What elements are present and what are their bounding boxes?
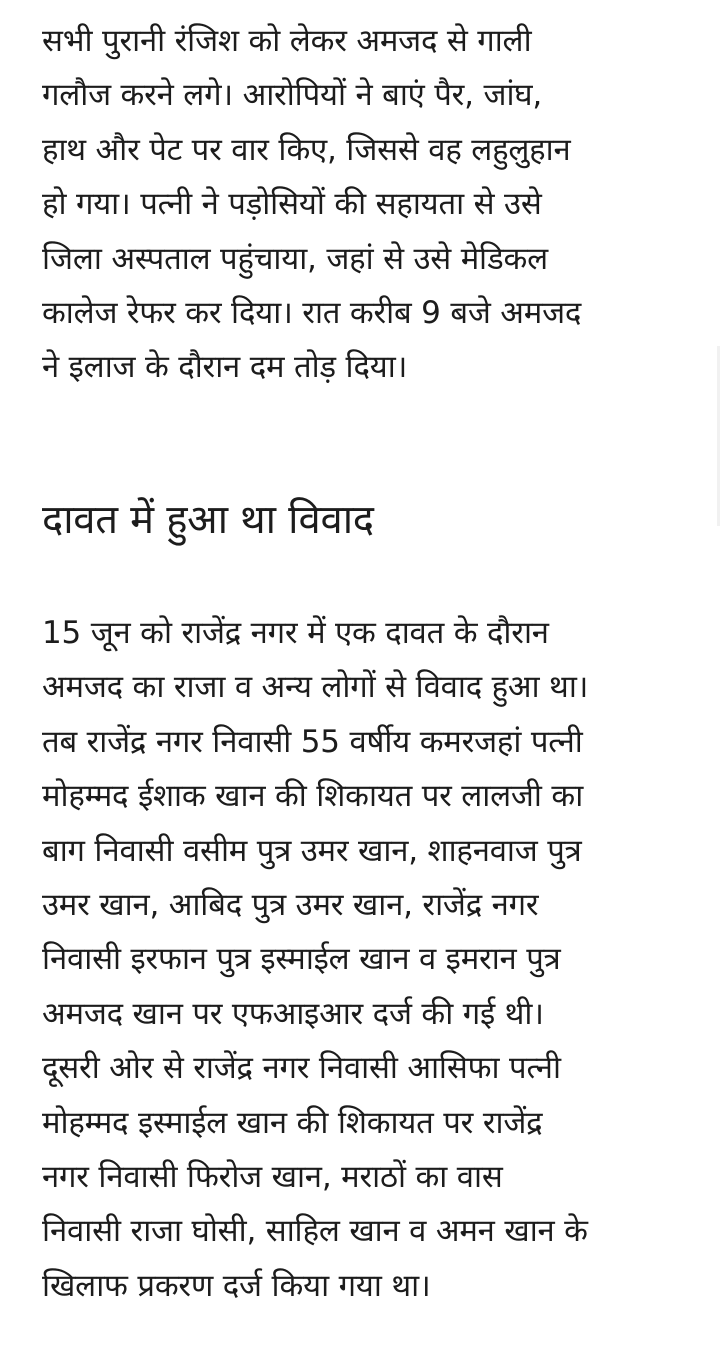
article-paragraph-2: [42, 606, 588, 1313]
paragraph-line: उमर खान, आबिद पुत्र उमर खान, राजेंद्र नगर: [42, 887, 539, 924]
section-heading: दावत में हुआ था विवाद: [42, 497, 374, 543]
paragraph-line: हाथ और पेट पर वार किए, जिससे वह लहुलुहान: [42, 131, 571, 168]
paragraph-line: नगर निवासी फिरोज खान, मराठों का वास: [42, 1159, 503, 1196]
paragraph-line: बाग निवासी वसीम पुत्र उमर खान, शाहनवाज पुत्र: [42, 832, 582, 869]
paragraph-line: तब राजेंद्र नगर निवासी 55 वर्षीय कमरजहां पत्नी: [42, 723, 583, 760]
paragraph-line: गलौज करने लगे। आरोपियों ने बाएं पैर, जांघ,: [42, 77, 543, 114]
paragraph-line: हो गया। पत्नी ने पड़ोसियों की सहायता से उसे: [42, 186, 542, 223]
paragraph-line: खिलाफ प्रकरण दर्ज किया गया था।: [42, 1267, 431, 1304]
paragraph-line: अमजद खान पर एफआइआर दर्ज की गई थी।: [42, 995, 544, 1032]
paragraph-line: कालेज रेफर कर दिया। रात करीब 9 बजे अमजद: [42, 295, 582, 332]
article-body: [42, 14, 692, 1304]
paragraph-line: अमजद का राजा व अन्य लोगों से विवाद हुआ था।: [42, 669, 589, 706]
paragraph-line: दूसरी ओर से राजेंद्र नगर निवासी आसिफा पत्नी: [42, 1050, 561, 1087]
paragraph-line: सभी पुरानी रंजिश को लेकर अमजद से गाली: [42, 23, 532, 59]
paragraph-line: मोहम्मद इस्माईल खान की शिकायत पर राजेंद्र: [42, 1104, 543, 1141]
paragraph-line: निवासी राजा घोसी, साहिल खान व अमन खान के: [42, 1213, 588, 1250]
article-paragraph-1: [42, 14, 692, 395]
paragraph-line: जिला अस्पताल पहुंचाया, जहां से उसे मेडिकल: [42, 240, 548, 277]
paragraph-line: ने इलाज के दौरान दम तोड़ दिया।: [42, 349, 408, 386]
paragraph-line: निवासी इरफान पुत्र इस्माईल खान व इमरान पुत्र: [42, 941, 561, 978]
paragraph-line: मोहम्मद ईशाक खान की शिकायत पर लालजी का: [42, 778, 584, 815]
paragraph-line: 15 जून को राजेंद्र नगर में एक दावत के दौरान: [42, 615, 549, 651]
